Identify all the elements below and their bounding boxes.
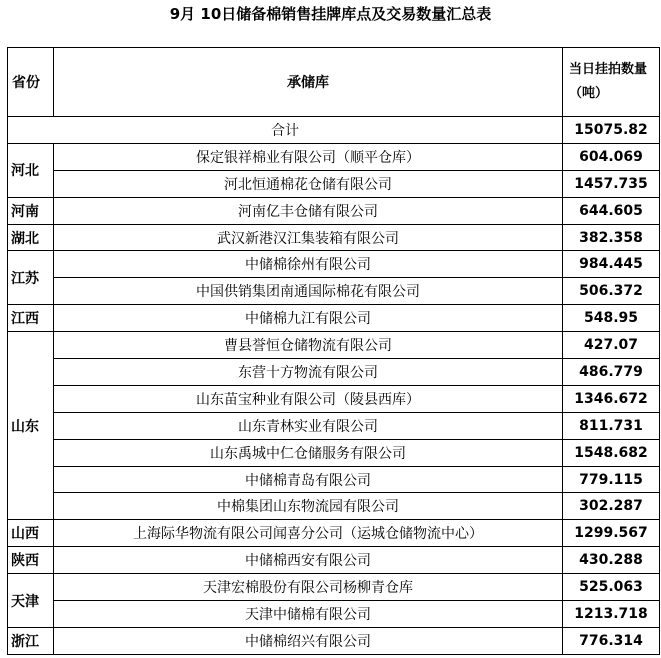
warehouse-cell: 中棉集团山东物流园有限公司 <box>54 493 563 520</box>
province-cell: 陕西 <box>8 547 54 574</box>
total-row <box>8 117 660 144</box>
warehouse-cell: 山东苗宝种业有限公司（陵县西库） <box>54 385 563 412</box>
total-quantity: 15075.82 <box>563 117 660 144</box>
quantity-cell: 302.287 <box>563 493 660 520</box>
quantity-cell: 1457.735 <box>563 170 660 197</box>
warehouse-cell: 天津宏棉股份有限公司杨柳青仓库 <box>54 574 563 601</box>
table-row <box>8 574 660 601</box>
header-warehouse: 承储库 <box>54 48 563 117</box>
quantity-cell: 525.063 <box>563 574 660 601</box>
province-cell: 山东 <box>8 332 54 520</box>
table-row <box>8 385 660 412</box>
province-cell: 湖北 <box>8 224 54 251</box>
quantity-cell: 984.445 <box>563 251 660 278</box>
warehouse-cell: 河北恒通棉花仓储有限公司 <box>54 170 563 197</box>
warehouse-cell: 中国供销集团南通国际棉花有限公司 <box>54 278 563 305</box>
province-cell: 江苏 <box>8 251 54 305</box>
table-row <box>8 278 660 305</box>
warehouse-cell: 上海际华物流有限公司闻喜分公司（运城仓储物流中心） <box>54 520 563 547</box>
warehouse-cell: 中储棉徐州有限公司 <box>54 251 563 278</box>
province-cell: 山西 <box>8 520 54 547</box>
quantity-cell: 604.069 <box>563 143 660 170</box>
quantity-cell: 1548.682 <box>563 439 660 466</box>
table-row <box>8 547 660 574</box>
header-province: 省份 <box>8 48 54 117</box>
table-row <box>8 197 660 224</box>
table-title: 9月 10日储备棉销售挂牌库点及交易数量汇总表 <box>169 5 492 23</box>
table-row <box>8 143 660 170</box>
table-row <box>8 251 660 278</box>
quantity-cell: 1299.567 <box>563 520 660 547</box>
table-row <box>8 601 660 628</box>
province-cell: 天津 <box>8 574 54 628</box>
quantity-cell: 506.372 <box>563 278 660 305</box>
quantity-cell: 811.731 <box>563 412 660 439</box>
quantity-cell: 427.07 <box>563 332 660 359</box>
quantity-cell: 382.358 <box>563 224 660 251</box>
table-row <box>8 520 660 547</box>
total-label: 合计 <box>8 117 563 144</box>
quantity-cell: 548.95 <box>563 305 660 332</box>
province-cell: 江西 <box>8 305 54 332</box>
warehouse-cell: 东营十方物流有限公司 <box>54 359 563 386</box>
warehouse-cell: 天津中储棉有限公司 <box>54 601 563 628</box>
table-row <box>8 412 660 439</box>
table-row <box>8 170 660 197</box>
quantity-cell: 776.314 <box>563 627 660 654</box>
warehouse-cell: 河南亿丰仓储有限公司 <box>54 197 563 224</box>
quantity-cell: 1213.718 <box>563 601 660 628</box>
quantity-cell: 779.115 <box>563 466 660 493</box>
warehouse-cell: 山东禹城中仁仓储服务有限公司 <box>54 439 563 466</box>
quantity-cell: 1346.672 <box>563 385 660 412</box>
warehouse-cell: 山东青林实业有限公司 <box>54 412 563 439</box>
province-cell: 河北 <box>8 143 54 197</box>
warehouse-cell: 曹县誉恒仓储物流有限公司 <box>54 332 563 359</box>
table-row <box>8 439 660 466</box>
warehouse-cell: 中储棉九江有限公司 <box>54 305 563 332</box>
province-cell: 河南 <box>8 197 54 224</box>
table-row <box>8 359 660 386</box>
warehouse-cell: 中储棉青岛有限公司 <box>54 466 563 493</box>
cotton-sales-table <box>7 47 660 655</box>
table-row <box>8 466 660 493</box>
province-cell: 浙江 <box>8 627 54 654</box>
warehouse-cell: 中储棉西安有限公司 <box>54 547 563 574</box>
table-row <box>8 305 660 332</box>
warehouse-cell: 保定银祥棉业有限公司（顺平仓库） <box>54 143 563 170</box>
table-row <box>8 627 660 654</box>
table-row <box>8 332 660 359</box>
table-row <box>8 224 660 251</box>
header-quantity: 当日挂拍数量（吨） <box>563 48 660 117</box>
quantity-cell: 430.288 <box>563 547 660 574</box>
quantity-cell: 486.779 <box>563 359 660 386</box>
warehouse-cell: 中储棉绍兴有限公司 <box>54 627 563 654</box>
quantity-cell: 644.605 <box>563 197 660 224</box>
table-header-row <box>8 48 660 117</box>
warehouse-cell: 武汉新港汉江集装箱有限公司 <box>54 224 563 251</box>
table-row <box>8 493 660 520</box>
